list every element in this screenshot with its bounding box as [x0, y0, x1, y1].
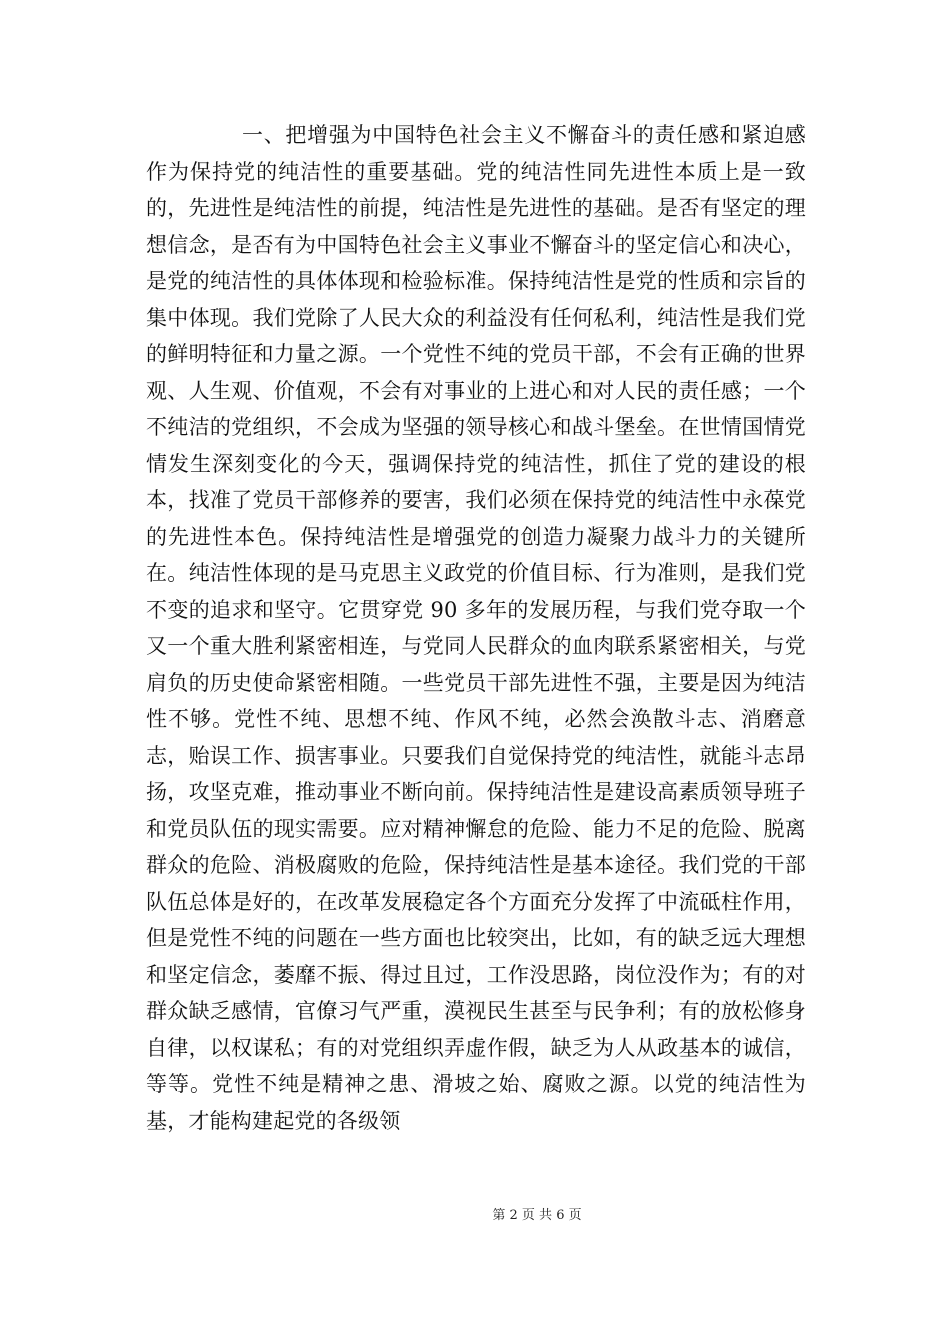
- body-paragraph: 一、把增强为中国特色社会主义不懈奋斗的责任感和紧迫感作为保持党的纯洁性的重要基础。党的纯洁性同先进性本质上是一致的，先进性是纯洁性的前提，纯洁性是先进性的基础。是否有坚定的理想信念，是否有为中国特色社会主义事业不懈奋斗的坚定信心和决心，是党的纯洁性的具体体现和检验标准。保持纯洁性是党的性质和宗旨的集中体现。我们党除了人民大众的利益没有任何私利，纯洁性是我们党的鲜明特征和力量之源。一个党性不纯的党员干部，不会有正确的世界观、人生观、价值观，不会有对事业的上进心和对人民的责任感；一个不纯洁的党组织，不会成为坚强的领导核心和战斗堡垒。在世情国情党情发生深刻变化的今天，强调保持党的纯洁性，抓住了党的建设的根本，找准了党员干部修养的要害，我们必须在保持党的纯洁性中永葆党的先进性本色。保持纯洁性是增强党的创造力凝聚力战斗力的关键所在。纯洁性体现的是马克思主义政党的价值目标、行为准则，是我们党不变的追求和坚守。它贯穿党 90 多年的发展历程，与我们党夺取一个又一个重大胜利紧密相连，与党同人民群众的血肉联系紧密相关，与党肩负的历史使命紧密相随。一些党员干部先进性不强，主要是因为纯洁性不够。党性不纯、思想不纯、作风不纯，必然会涣散斗志、消磨意志，贻误工作、损害事业。只要我们自觉保持党的纯洁性，就能斗志昂扬，攻坚克难，推动事业不断向前。保持纯洁性是建设高素质领导班子和党员队伍的现实需要。应对精神懈怠的危险、能力不足的危险、脱离群众的危险、消极腐败的危险，保持纯洁性是基本途径。我们党的干部队伍总体是好的，在改革发展稳定各个方面充分发挥了中流砥柱作用，但是党性不纯的问题在一些方面也比较突出，比如，有的缺乏远大理想和坚定信念，萎靡不振、得过且过，工作没思路，岗位没作为；有的对群众缺乏感情，官僚习气严重，漠视民生甚至与民争利；有的放松修身自律，以权谋私；有的对党组织弄虚作假，缺乏为人从政基本的诚信，等等。党性不纯是精神之患、滑坡之始、腐败之源。以党的纯洁性为基，才能构建起党的各级领: [146, 123, 806, 1133]
- page-number-footer: 第 2 页 共 6 页: [492, 1208, 582, 1223]
